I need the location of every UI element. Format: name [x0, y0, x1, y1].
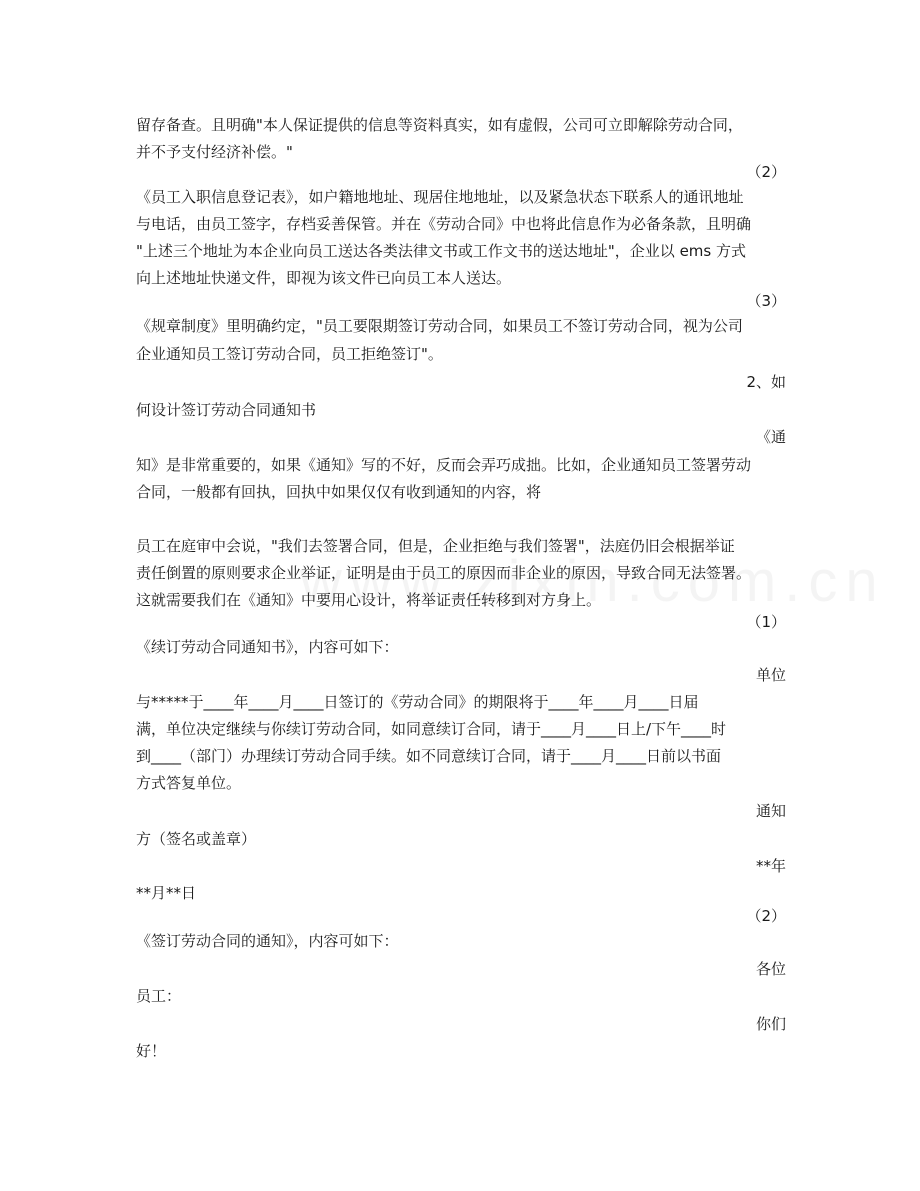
text-line: 《签订劳动合同的通知》，内容可如下：	[136, 932, 399, 950]
text-line: 留存备查。且明确"本人保证提供的信息等资料真实，如有虚假，公司可立即解除劳动合同，	[136, 116, 743, 134]
text-line: 到____（部门）办理续订劳动合同手续。如不同意续订合同，请于____月____日前以书面	[136, 747, 722, 765]
text-line: 并不予支付经济补偿。"	[136, 143, 293, 161]
text-line: 满，单位决定继续与你续订劳动合同，如同意续订合同，请于____月____日上/下午____时	[136, 720, 727, 738]
text-line: 合同，一般都有回执，回执中如果仅仅有收到通知的内容，将	[136, 483, 542, 501]
text-line: 企业通知员工签订劳动合同，员工拒绝签订"。	[136, 345, 443, 363]
text-line: **年	[755, 857, 786, 875]
text-line: 员工：	[136, 987, 182, 1005]
text-line: **月**日	[136, 884, 197, 902]
text-line: 向上述地址快递文件，即视为该文件已向员工本人送达。	[136, 269, 512, 287]
section-marker: （2）	[746, 163, 786, 181]
text-line: 《员工入职信息登记表》，如户籍地地址、现居住地地址，以及紧急状态下联系人的通讯地址	[136, 188, 744, 206]
text-line: 与电话，由员工签字，存档妥善保管。并在《劳动合同》中也将此信息作为必备条款，且明确	[136, 215, 752, 233]
text-line: 《规章制度》里明确约定，"员工要限期签订劳动合同，如果员工不签订劳动合同，视为公司	[136, 317, 743, 335]
text-line: 各位	[755, 960, 786, 978]
text-line: 与*****于____年____月____日签订的《劳动合同》的期限将于____年____月____日届	[136, 693, 699, 711]
text-line: 员工在庭审中会说，"我们去签署合同，但是，企业拒绝与我们签署"，法庭仍旧会根据举证	[136, 537, 735, 555]
text-line: 方（签名或盖章）	[136, 830, 257, 848]
section-marker: （1）	[746, 613, 786, 631]
text-line: 你们	[755, 1015, 786, 1033]
text-line: 通知	[755, 802, 786, 820]
text-line: 方式答复单位。	[136, 774, 242, 792]
text-line: 责任倒置的原则要求企业举证，证明是由于员工的原因而非企业的原因，导致合同无法签署。	[136, 564, 752, 582]
section-marker: （3）	[746, 292, 786, 310]
text-line: 好！	[136, 1042, 167, 1060]
text-line: 《续订劳动合同通知书》，内容可如下：	[136, 638, 399, 656]
text-line: "上述三个地址为本企业向员工送达各类法律文书或工作文书的送达地址"，企业以 ems 方式	[136, 242, 746, 260]
section-marker: （2）	[746, 907, 786, 925]
text-line: 这就需要我们在《通知》中要用心设计，将举证责任转移到对方身上。	[136, 591, 602, 609]
section-heading: 何设计签订劳动合同通知书	[136, 401, 317, 419]
text-line: 《通	[755, 428, 786, 446]
text-line: 单位	[755, 666, 786, 684]
text-line: 知》是非常重要的，如果《通知》写的不好，反而会弄巧成拙。比如，企业通知员工签署劳动	[136, 456, 752, 474]
section-marker: 2、如	[746, 373, 786, 391]
